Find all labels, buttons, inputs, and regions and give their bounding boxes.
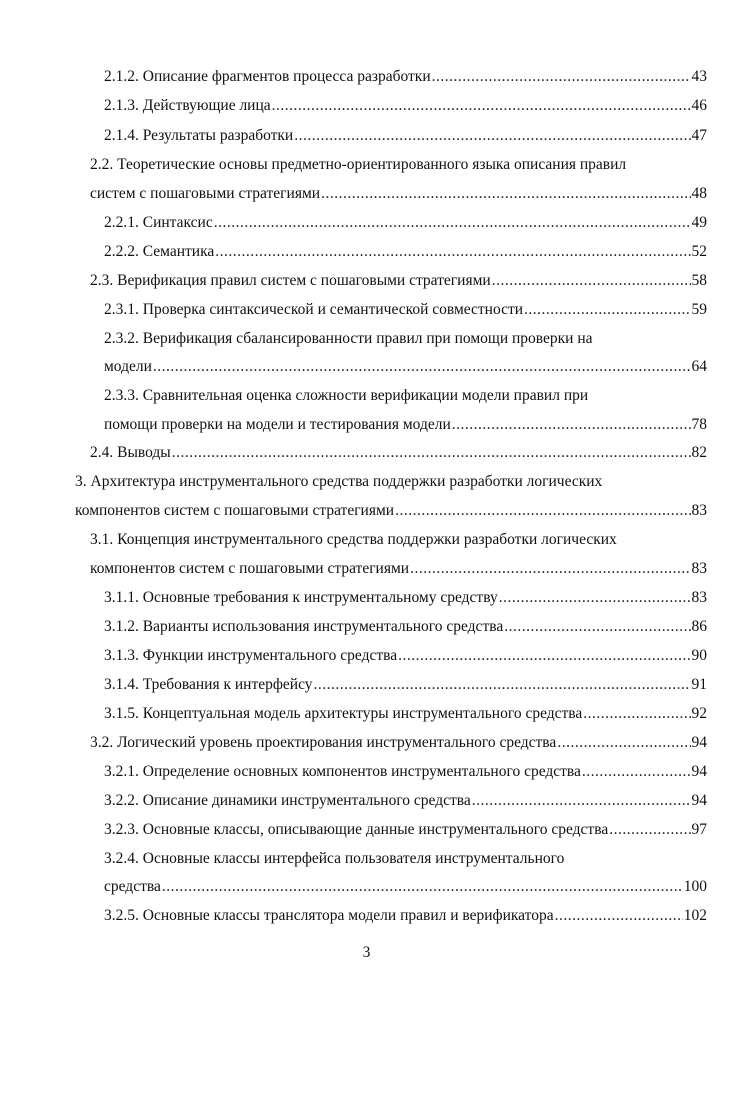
toc-entry-continuation bbox=[104, 415, 707, 435]
toc-entry-title: 2.3.2. Верификация сбалансированности правил при помощи проверки на bbox=[104, 330, 593, 347]
toc-entry-title: 2.3.3. Сравнительная оценка сложности верификации модели правил при bbox=[104, 387, 589, 404]
toc-page-number: 83 bbox=[691, 560, 707, 577]
toc-entry-title: компонентов систем с пошаговыми стратегиями bbox=[75, 502, 395, 519]
toc-leader bbox=[524, 300, 690, 320]
toc-leader bbox=[555, 906, 683, 926]
toc-leader bbox=[214, 213, 691, 233]
toc-leader bbox=[172, 443, 691, 463]
toc-entry-title: систем с пошаговыми стратегиями bbox=[90, 185, 321, 202]
toc-leader bbox=[314, 675, 691, 695]
page-number: 3 bbox=[362, 944, 371, 961]
toc-entry-title: 3.1.1. Основные требования к инструментальному средству bbox=[104, 589, 498, 606]
toc-page-number: 78 bbox=[691, 416, 707, 433]
toc-entry bbox=[104, 126, 707, 146]
toc-entry bbox=[104, 242, 707, 262]
toc-entry-title: 3.1.5. Концептуальная модель архитектуры инструментального средства bbox=[104, 705, 583, 722]
toc-leader bbox=[153, 357, 691, 377]
toc-entry-title: 3.1.4. Требования к интерфейсу bbox=[104, 676, 313, 693]
toc-entry bbox=[104, 329, 707, 349]
toc-entry-title: 3.2.5. Основные классы транслятора модели правил и верификатора bbox=[104, 907, 554, 924]
toc-leader bbox=[583, 704, 690, 724]
toc-entry-title: 3.2. Логический уровень проектирования инструментального средства bbox=[90, 734, 557, 751]
toc-leader bbox=[395, 501, 690, 521]
toc-leader bbox=[432, 67, 691, 87]
toc-page-number: 83 bbox=[691, 502, 707, 519]
toc-page-number: 83 bbox=[691, 589, 707, 606]
toc-leader bbox=[492, 271, 691, 291]
toc-page-number: 64 bbox=[691, 358, 707, 375]
toc-entry bbox=[104, 791, 707, 811]
toc-entry bbox=[104, 820, 707, 840]
toc-page-number: 59 bbox=[691, 301, 707, 318]
toc-leader bbox=[582, 762, 691, 782]
toc-entry bbox=[75, 472, 707, 492]
toc-leader bbox=[504, 617, 690, 637]
toc-entry-title: 3.2.2. Описание динамики инструментального средства bbox=[104, 792, 471, 809]
toc-entry-continuation bbox=[90, 559, 707, 579]
toc-leader bbox=[398, 646, 690, 666]
toc-entry-title: 3.1.2. Варианты использования инструментального средства bbox=[104, 618, 504, 635]
toc-entry-continuation bbox=[75, 501, 707, 521]
toc-entry bbox=[104, 588, 707, 608]
toc-entry-title: 3. Архитектура инструментального средства поддержки разработки логических bbox=[75, 473, 603, 490]
toc-page-number: 82 bbox=[691, 444, 707, 461]
toc-leader bbox=[499, 588, 691, 608]
toc-leader bbox=[162, 877, 683, 897]
toc-entry-title: 3.2.4. Основные классы интерфейса пользователя инструментального bbox=[104, 850, 565, 867]
toc-entry bbox=[104, 213, 707, 233]
toc-leader bbox=[557, 733, 690, 753]
toc-entry-title: 2.3.1. Проверка синтаксической и семантической совместности bbox=[104, 301, 524, 318]
toc-leader bbox=[321, 184, 690, 204]
toc-page-number: 48 bbox=[691, 185, 707, 202]
toc-entry bbox=[90, 733, 707, 753]
toc-page-number: 86 bbox=[691, 618, 707, 635]
toc-entry-continuation bbox=[104, 357, 707, 377]
toc-page-number: 100 bbox=[683, 878, 707, 895]
toc-leader bbox=[294, 126, 690, 146]
toc-entry-title: 2.1.2. Описание фрагментов процесса разработки bbox=[104, 68, 431, 85]
toc-page-number: 97 bbox=[691, 821, 707, 838]
toc-entry bbox=[104, 617, 707, 637]
toc-page-number: 49 bbox=[691, 214, 707, 231]
toc-page-number: 94 bbox=[691, 763, 707, 780]
toc-page-number: 94 bbox=[691, 792, 707, 809]
toc-entry-title: 2.2.2. Семантика bbox=[104, 243, 215, 260]
toc-entry-continuation bbox=[104, 877, 707, 897]
toc-page-number: 90 bbox=[691, 647, 707, 664]
toc-leader bbox=[215, 242, 690, 262]
toc-entry-title: 2.4. Выводы bbox=[90, 444, 171, 461]
toc-entry-title: 2.2.1. Синтаксис bbox=[104, 214, 213, 231]
toc-entry-title: 3.1. Концепция инструментального средства поддержки разработки логических bbox=[90, 531, 617, 548]
toc-page-number: 102 bbox=[683, 907, 707, 924]
toc-page-number: 58 bbox=[691, 272, 707, 289]
toc-page-number: 46 bbox=[691, 97, 707, 114]
toc-entry-title: 2.1.4. Результаты разработки bbox=[104, 127, 294, 144]
toc-entry-title: 3.1.3. Функции инструментального средства bbox=[104, 647, 398, 664]
toc-entry bbox=[90, 530, 707, 550]
toc-entry bbox=[104, 67, 707, 87]
toc-entry bbox=[104, 906, 707, 926]
toc-leader bbox=[272, 96, 691, 116]
toc-page-number: 43 bbox=[691, 68, 707, 85]
toc-entry-title: компонентов систем с пошаговыми стратегиями bbox=[90, 560, 410, 577]
toc-entry bbox=[104, 849, 707, 869]
toc-entry-continuation bbox=[90, 184, 707, 204]
toc-entry-title: модели bbox=[104, 358, 152, 375]
toc-entry-title: помощи проверки на модели и тестирования модели bbox=[104, 416, 451, 433]
toc-entry-title: 2.1.3. Действующие лица bbox=[104, 97, 271, 114]
toc-entry-title: 2.2. Теоретические основы предметно-ориентированного языка описания правил bbox=[90, 156, 627, 173]
toc-leader bbox=[472, 791, 691, 811]
toc-leader bbox=[609, 820, 690, 840]
toc-entry bbox=[104, 96, 707, 116]
toc-entry-title: 2.3. Верификация правил систем с пошаговыми стратегиями bbox=[90, 272, 491, 289]
toc-entry bbox=[104, 762, 707, 782]
toc-leader bbox=[452, 415, 691, 435]
toc-entry-title: 3.2.1. Определение основных компонентов инструментального средства bbox=[104, 763, 581, 780]
toc-leader bbox=[410, 559, 690, 579]
toc-entry bbox=[90, 155, 707, 175]
toc-entry bbox=[104, 704, 707, 724]
toc-page-number: 52 bbox=[691, 243, 707, 260]
toc-entry bbox=[104, 386, 707, 406]
toc-entry bbox=[104, 675, 707, 695]
toc-entry bbox=[104, 300, 707, 320]
toc-page-number: 91 bbox=[691, 676, 707, 693]
toc-entry-title: 3.2.3. Основные классы, описывающие данные инструментального средства bbox=[104, 821, 609, 838]
toc-entry bbox=[104, 646, 707, 666]
toc-page-number: 47 bbox=[691, 127, 707, 144]
toc-entry bbox=[90, 443, 707, 463]
toc-entry bbox=[90, 271, 707, 291]
toc-page-number: 94 bbox=[691, 734, 707, 751]
toc-entry-title: средства bbox=[104, 878, 161, 895]
toc-page-number: 92 bbox=[691, 705, 707, 722]
